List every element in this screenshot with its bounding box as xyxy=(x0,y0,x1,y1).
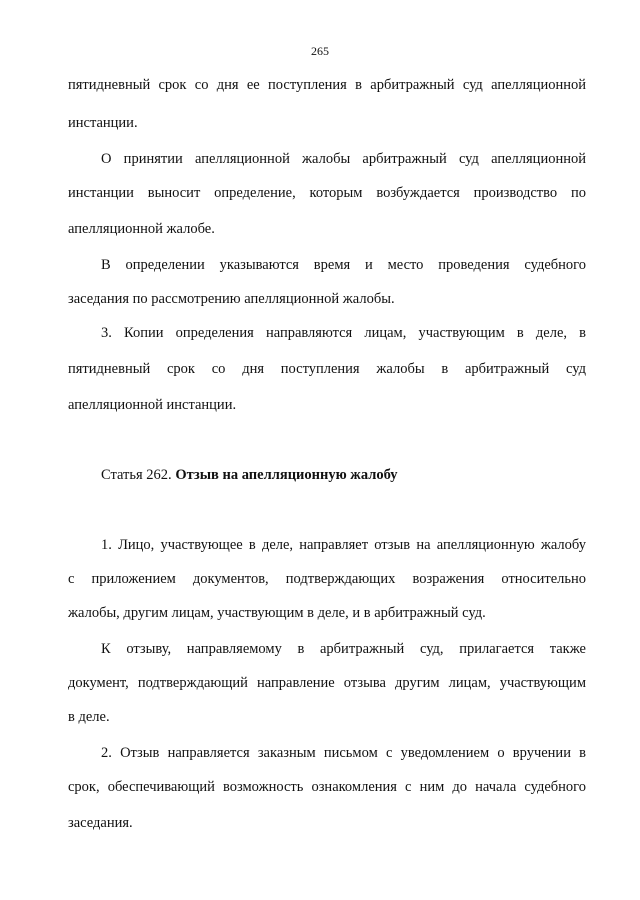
page-number: 265 xyxy=(311,44,329,58)
text-line: инстанции выносит определение, которым возбуждается производство по xyxy=(68,185,586,201)
text-line: пятидневный срок со дня ее поступления в арбитражный суд апелляционной xyxy=(68,77,586,93)
text-line: О принятии апелляционной жалобы арбитражный суд апелляционной xyxy=(101,151,586,167)
article-number: Статья 262. xyxy=(101,467,176,483)
text-line: апелляционной инстанции. xyxy=(68,397,237,413)
text-line: документ, подтверждающий направление отзыва другим лицам, участвующим xyxy=(68,675,586,691)
article-heading xyxy=(68,465,586,485)
text-line: 3. Копии определения направляются лицам, участвующим в деле, в xyxy=(101,325,586,341)
text-line: В определении указываются время и место проведения судебного xyxy=(101,257,586,273)
text-line: срок, обеспечивающий возможность ознакомления с ним до начала судебного xyxy=(68,779,586,795)
text-line: пятидневный срок со дня поступления жалобы в арбитражный суд xyxy=(68,361,586,377)
text-line: с приложением документов, подтверждающих возражения относительно xyxy=(68,571,586,587)
text-line: заседания по рассмотрению апелляционной жалобы. xyxy=(68,291,395,307)
text-line: инстанции. xyxy=(68,115,138,131)
text-line: жалобы, другим лицам, участвующим в деле, и в арбитражный суд. xyxy=(68,605,486,621)
text-line: апелляционной жалобе. xyxy=(68,221,215,237)
text-line: в деле. xyxy=(68,709,110,725)
text-line: К отзыву, направляемому в арбитражный суд, прилагается также xyxy=(101,641,586,657)
text-line: 2. Отзыв направляется заказным письмом с уведомлением о вручении в xyxy=(101,745,586,761)
article-title: Отзыв на апелляционную жалобу xyxy=(175,467,398,483)
text-line: заседания. xyxy=(68,815,133,831)
text-line: 1. Лицо, участвующее в деле, направляет отзыв на апелляционную жалобу xyxy=(101,537,586,553)
